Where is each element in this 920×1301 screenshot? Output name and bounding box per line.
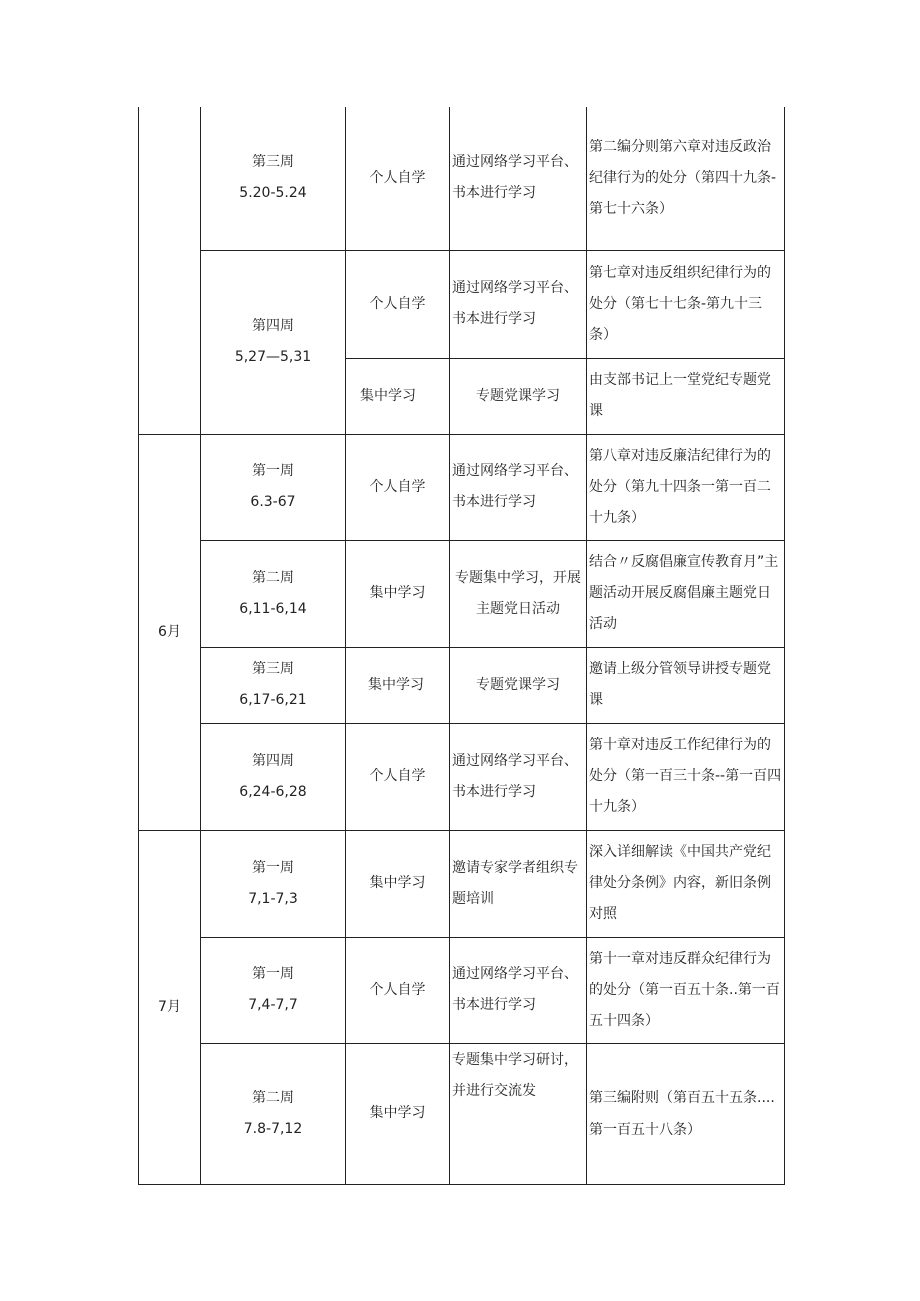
week-cell xyxy=(201,937,346,1043)
table-row xyxy=(139,107,785,250)
study-content-cell: 结合〃反腐倡廉宣传教育月”主题活动开展反腐倡廉主题党日活动 xyxy=(587,540,785,647)
week-label: 第二周 xyxy=(252,569,294,586)
study-content-cell: 深入详细解读《中国共产党纪律处分条例》内容，新旧条例对照 xyxy=(587,830,785,937)
study-mode-cell: 个人自学 xyxy=(346,937,450,1043)
study-form-cell: 专题集中学习研讨，并进行交流发 xyxy=(450,1043,587,1184)
week-label: 第四周 xyxy=(252,318,294,334)
study-mode-cell: 个人自学 xyxy=(346,434,450,540)
week-label: 第一周 xyxy=(252,859,294,876)
week-cell xyxy=(201,250,346,434)
study-mode-cell: 集中学习 xyxy=(346,540,450,647)
study-form-cell: 通过网络学习平台、书本进行学习 xyxy=(450,250,587,358)
study-content-cell: 第二编分则第六章对违反政治纪律行为的处分（第四十九条-第七十六条） xyxy=(587,107,785,250)
study-form-cell: 通过网络学习平台、书本进行学习 xyxy=(450,434,587,540)
date-range: 6,24-6,28 xyxy=(239,783,307,800)
study-form-cell: 通过网络学习平台、书本进行学习 xyxy=(450,937,587,1043)
table-row xyxy=(139,250,785,358)
week-cell xyxy=(201,647,346,723)
week-cell xyxy=(201,1043,346,1184)
month-cell: 7月 xyxy=(139,830,201,1184)
date-range: 6.3-67 xyxy=(250,494,296,510)
table-row xyxy=(139,434,785,540)
date-range: 6,11-6,14 xyxy=(239,600,307,617)
study-content-cell: 邀请上级分管领导讲授专题党课 xyxy=(587,647,785,723)
week-label: 第三周 xyxy=(252,661,294,677)
week-cell xyxy=(201,830,346,937)
table-row xyxy=(139,723,785,830)
week-cell xyxy=(201,107,346,250)
study-content-cell: 第十一章对违反群众纪律行为的处分（第一百五十条..第一百五十四条） xyxy=(587,937,785,1043)
study-schedule-table xyxy=(138,107,785,1185)
date-range: 5.20-5.24 xyxy=(239,185,307,202)
study-content-cell: 第十章对违反工作纪律行为的处分（第一百三十条--第一百四十九条） xyxy=(587,723,785,830)
week-label: 第一周 xyxy=(252,463,294,479)
date-range: 7,1-7,3 xyxy=(248,890,298,907)
date-range: 7.8-7,12 xyxy=(243,1120,303,1137)
date-range: 7,4-7,7 xyxy=(248,997,298,1013)
study-form-cell: 专题党课学习 xyxy=(450,647,587,723)
study-content-cell: 第八章对违反廉洁纪律行为的处分（第九十四条一第一百二十九条） xyxy=(587,434,785,540)
month-cell xyxy=(139,107,201,434)
study-form-cell: 邀请专家学者组织专题培训 xyxy=(450,830,587,937)
study-mode-cell: 集中学习 xyxy=(346,647,450,723)
study-mode-cell: 个人自学 xyxy=(346,723,450,830)
table-row xyxy=(139,830,785,937)
week-cell xyxy=(201,723,346,830)
week-label: 第二周 xyxy=(252,1089,294,1106)
week-label: 第一周 xyxy=(252,966,294,982)
week-label: 第四周 xyxy=(252,752,294,769)
study-content-cell: 第七章对违反组织纪律行为的处分（第七十七条-第九十三条） xyxy=(587,250,785,358)
study-form-cell: 通过网络学习平台、书本进行学习 xyxy=(450,723,587,830)
study-form-cell: 专题党课学习 xyxy=(450,358,587,434)
study-form-cell: 专题集中学习，开展主题党日活动 xyxy=(450,540,587,647)
month-cell: 6月 xyxy=(139,434,201,830)
study-content-cell: 由支部书记上一堂党纪专题党课 xyxy=(587,358,785,434)
study-mode-cell: 集中学习 xyxy=(346,358,450,434)
table-row xyxy=(139,540,785,647)
study-content-cell: 第三编附则（第百五十五条....第一百五十八条） xyxy=(587,1043,785,1184)
table-row xyxy=(139,1043,785,1184)
study-form-cell: 通过网络学习平台、书本进行学习 xyxy=(450,107,587,250)
week-label: 第三周 xyxy=(252,154,294,171)
study-mode-cell: 集中学习 xyxy=(346,830,450,937)
study-mode-cell: 个人自学 xyxy=(346,107,450,250)
week-cell xyxy=(201,434,346,540)
date-range: 5,27—5,31 xyxy=(234,349,312,365)
study-mode-cell: 个人自学 xyxy=(346,250,450,358)
table-row xyxy=(139,937,785,1043)
date-range: 6,17-6,21 xyxy=(239,692,307,708)
study-mode-cell: 集中学习 xyxy=(346,1043,450,1184)
week-cell xyxy=(201,540,346,647)
table-row xyxy=(139,647,785,723)
